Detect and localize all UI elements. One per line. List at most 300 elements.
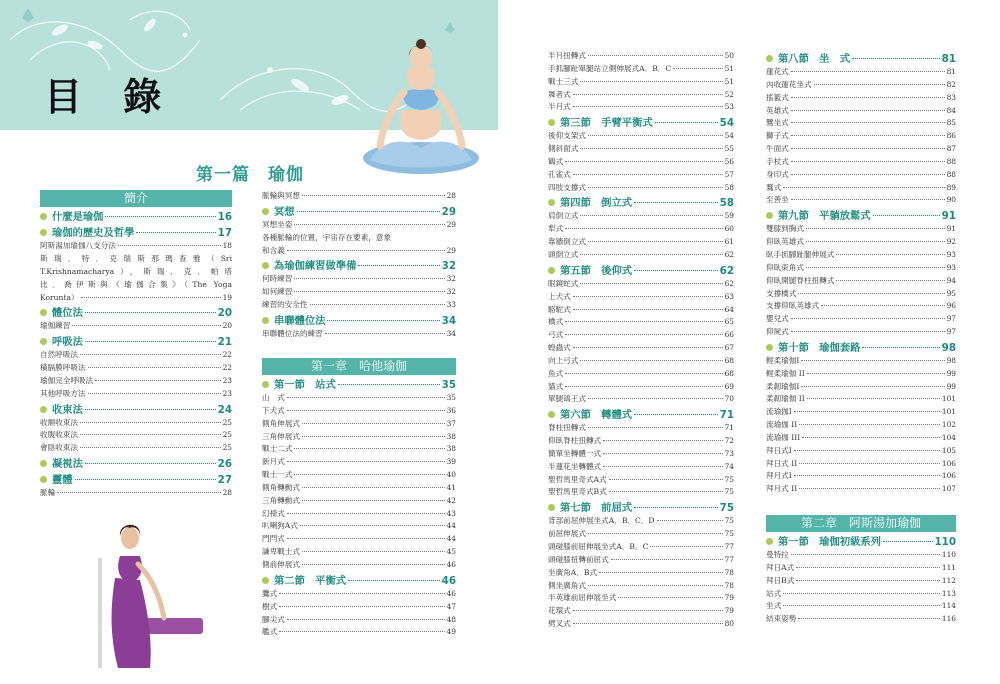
toc-paragraph-line: T.Krishnamacharya），斯瑞．克．帕塔	[40, 266, 232, 276]
toc-page-number: 85	[946, 118, 956, 128]
toc-section-heading[interactable]	[548, 265, 734, 278]
toc-entry-title: 第一節 瑜伽初級系列	[778, 536, 881, 548]
dot-leader	[573, 296, 723, 297]
toc-page-number: 19	[222, 292, 232, 302]
bullet-dot-icon	[40, 476, 47, 483]
toc-paragraph-line: 斯瑞．特．克瑞斯那瑪查雅（Sri	[40, 253, 232, 263]
toc-entry-title: 聖哲馬里奇式B式	[548, 487, 607, 497]
dot-leader	[118, 245, 221, 246]
dot-leader	[279, 606, 444, 607]
toc-entry-title: 英雄式	[766, 105, 789, 115]
toc-entry-title: 靠牆倒立式	[548, 237, 586, 247]
toc-entry-title: 側坐廣角式	[548, 580, 586, 590]
dot-leader	[287, 397, 445, 398]
toc-page-number: 53	[724, 102, 734, 112]
toc-entry[interactable]	[262, 520, 456, 533]
dot-leader	[136, 232, 215, 233]
dot-leader	[588, 55, 723, 56]
toc-entry[interactable]	[548, 89, 734, 102]
dot-leader	[358, 265, 439, 266]
toc-page-number: 80	[724, 619, 734, 629]
dot-leader	[657, 520, 723, 521]
toc-page-number: 68	[724, 368, 734, 378]
toc-page-number: 44	[446, 534, 456, 544]
toc-entry[interactable]	[548, 605, 734, 618]
toc-entry[interactable]	[548, 316, 734, 329]
toc-page-number: 70	[724, 394, 734, 404]
dot-leader	[603, 440, 722, 441]
toc-entry-title: 仰臥束角式	[766, 262, 804, 272]
toc-entry[interactable]	[262, 601, 456, 614]
dot-leader	[88, 367, 221, 368]
toc-entry[interactable]	[40, 362, 232, 375]
toc-page-number: 18	[222, 241, 232, 250]
toc-entry[interactable]	[262, 495, 456, 508]
dot-leader	[85, 409, 216, 410]
toc-entry[interactable]	[548, 50, 734, 63]
toc-entry[interactable]	[262, 286, 456, 299]
dot-leader	[821, 305, 944, 306]
toc-entry[interactable]	[548, 101, 734, 114]
toc-entry-title: 流瑜伽I	[766, 407, 792, 417]
toc-entry-title: 頭碰膝扭轉前屈式	[548, 554, 609, 564]
dot-leader	[673, 68, 722, 69]
toc-entry[interactable]	[548, 474, 734, 487]
toc-entry[interactable]	[766, 406, 956, 419]
dot-leader	[806, 241, 945, 242]
toc-entry[interactable]	[262, 443, 456, 456]
toc-entry[interactable]	[548, 567, 734, 580]
dot-leader	[796, 580, 940, 581]
toc-page-number: 61	[724, 237, 734, 247]
toc-section-heading[interactable]	[766, 53, 956, 66]
toc-section-heading[interactable]	[548, 502, 734, 515]
toc-entry[interactable]	[766, 105, 956, 118]
dot-leader	[573, 610, 723, 611]
toc-entry[interactable]	[262, 328, 456, 341]
toc-page-number: 93	[946, 249, 956, 259]
dot-leader	[650, 546, 722, 547]
toc-entry[interactable]	[548, 236, 734, 249]
toc-entry[interactable]	[548, 130, 734, 143]
toc-page-number: 22	[222, 363, 232, 373]
toc-entry-title: 臥手抓腳趾腿伸展式	[766, 249, 835, 259]
dot-leader	[75, 479, 216, 480]
toc-entry[interactable]	[262, 588, 456, 601]
toc-page-number: 97	[946, 327, 956, 337]
toc-entry-title: 拜月式I	[766, 471, 792, 481]
toc-entry[interactable]	[40, 349, 232, 362]
dot-leader	[310, 304, 445, 305]
dot-leader	[302, 423, 445, 424]
toc-entry-title: 貓式	[548, 381, 564, 391]
toc-entry[interactable]	[548, 448, 734, 461]
toc-page-number: 86	[946, 131, 956, 141]
toc-entry[interactable]	[262, 614, 456, 627]
toc-entry[interactable]	[262, 469, 456, 482]
toc-page-number: 28	[222, 488, 232, 498]
toc-entry-title: 瑜伽的歷史及哲學	[52, 227, 135, 239]
toc-entry-title: 頭倒立式	[548, 249, 579, 259]
toc-entry[interactable]	[548, 554, 734, 567]
toc-entry[interactable]	[262, 219, 456, 232]
dot-leader	[798, 293, 944, 294]
dot-leader	[791, 318, 945, 319]
toc-page-number: 88	[946, 169, 956, 179]
toc-entry[interactable]	[766, 445, 956, 458]
toc-entry[interactable]	[766, 275, 956, 288]
dot-leader	[80, 354, 221, 355]
dot-leader	[287, 538, 445, 539]
toc-entry-title: 冥想	[274, 205, 295, 218]
toc-page-number: 82	[946, 79, 956, 89]
toc-entry[interactable]	[766, 156, 956, 169]
toc-entry[interactable]	[40, 429, 232, 442]
toc-page-number: 64	[724, 304, 734, 314]
toc-entry[interactable]	[548, 143, 734, 156]
dot-leader	[565, 373, 722, 374]
toc-entry[interactable]	[548, 63, 734, 76]
toc-entry[interactable]	[548, 210, 734, 223]
toc-entry[interactable]	[766, 288, 956, 301]
toc-page-number: 98	[941, 341, 956, 354]
toc-entry[interactable]	[766, 549, 956, 562]
toc-section-heading[interactable]	[40, 474, 232, 487]
toc-section-heading[interactable]	[262, 379, 456, 392]
toc-section-heading[interactable]	[40, 307, 232, 320]
toc-entry[interactable]	[548, 580, 734, 593]
toc-entry[interactable]	[766, 313, 956, 326]
toc-entry[interactable]	[548, 618, 734, 631]
toc-entry[interactable]	[40, 320, 232, 333]
toc-entry-title: 鶴式	[548, 156, 564, 166]
toc-entry[interactable]	[548, 541, 734, 554]
dot-leader	[801, 386, 944, 387]
toc-entry[interactable]	[262, 245, 456, 258]
toc-entry[interactable]	[766, 470, 956, 483]
dot-leader	[588, 533, 723, 534]
toc-entry-title: 柔韌瑜伽 II	[766, 394, 805, 404]
dot-leader	[81, 297, 221, 298]
toc-entry[interactable]	[262, 431, 456, 444]
toc-entry-title: 收束法	[52, 403, 83, 416]
dot-leader	[57, 492, 220, 493]
toc-entry[interactable]	[548, 329, 734, 342]
toc-entry[interactable]	[548, 156, 734, 169]
toc-entry[interactable]	[548, 461, 734, 474]
dot-leader	[655, 122, 718, 123]
toc-entry[interactable]	[548, 304, 734, 317]
dot-leader	[801, 360, 944, 361]
dot-leader	[588, 585, 723, 586]
toc-entry[interactable]	[262, 273, 456, 286]
toc-page-number: 75	[724, 516, 734, 526]
toc-page-number: 20	[217, 307, 232, 320]
toc-entry[interactable]	[766, 143, 956, 156]
toc-entry[interactable]	[548, 278, 734, 291]
toc-page-number: 46	[446, 559, 456, 569]
toc-page-number: 49	[446, 627, 456, 637]
toc-entry[interactable]	[40, 487, 232, 500]
toc-page-number: 60	[724, 224, 734, 234]
toc-page-number: 21	[217, 336, 232, 349]
toc-page-number: 101	[941, 407, 956, 417]
dot-leader	[580, 148, 722, 149]
toc-entry[interactable]	[766, 432, 956, 445]
toc-entry[interactable]	[766, 588, 956, 601]
toc-entry[interactable]	[548, 249, 734, 262]
toc-page-number: 56	[724, 156, 734, 166]
toc-entry[interactable]	[766, 262, 956, 275]
bullet-dot-icon	[548, 411, 555, 418]
toc-entry[interactable]	[548, 223, 734, 236]
toc-entry[interactable]	[766, 249, 956, 262]
toc-entry-title: 花環式	[548, 606, 571, 616]
toc-entry-title: 肩倒立式	[548, 211, 579, 221]
toc-entry-title: 收腹收束法	[40, 430, 78, 440]
toc-entry-title: 為瑜伽練習做準備	[274, 260, 357, 273]
toc-entry[interactable]	[766, 562, 956, 575]
dot-leader	[634, 507, 718, 508]
toc-section-heading[interactable]	[766, 342, 956, 355]
toc-column-2-bottom	[262, 358, 456, 639]
sitting-woman-illustration	[90, 518, 205, 678]
toc-column-4-top	[766, 50, 956, 496]
toc-entry[interactable]	[548, 169, 734, 182]
toc-entry[interactable]	[766, 66, 956, 79]
toc-entry-title: 仰屍式	[766, 327, 789, 337]
toc-entry[interactable]	[262, 418, 456, 431]
toc-entry-title: 橫膈膜呼吸法	[40, 363, 86, 373]
bullet-dot-icon	[262, 208, 269, 215]
toc-entry[interactable]	[548, 592, 734, 605]
toc-entry[interactable]	[262, 299, 456, 312]
toc-entry-title: 呼吸法	[52, 336, 83, 349]
toc-entry[interactable]	[766, 223, 956, 236]
dot-leader	[852, 58, 940, 59]
bullet-dot-icon	[262, 317, 269, 324]
toc-entry-title: 門閂式	[262, 534, 285, 544]
dot-leader	[609, 491, 723, 492]
toc-entry-title: 半月扭轉式	[548, 51, 586, 60]
toc-entry-title: 山 式	[262, 393, 285, 402]
toc-entry[interactable]	[40, 442, 232, 455]
toc-entry[interactable]	[766, 575, 956, 588]
toc-entry[interactable]	[766, 326, 956, 339]
toc-column-2-top	[262, 190, 456, 341]
toc-section-heading[interactable]	[262, 206, 456, 219]
toc-entry[interactable]	[766, 236, 956, 249]
toc-entry[interactable]	[262, 405, 456, 418]
toc-entry[interactable]	[766, 194, 956, 207]
toc-entry-title: 仰臥開腿脊柱扭轉式	[766, 275, 835, 285]
toc-entry[interactable]	[548, 435, 734, 448]
toc-entry[interactable]	[548, 486, 734, 499]
toc-entry-title: 拜日A式	[766, 562, 795, 572]
bullet-dot-icon	[40, 406, 47, 413]
toc-page-number: 23	[222, 388, 232, 398]
toc-entry-title: 橋式	[548, 317, 564, 327]
dot-leader	[791, 71, 945, 72]
toc-page-number: 29	[446, 219, 456, 229]
toc-page-number: 92	[946, 237, 956, 247]
toc-entry-title: 手杖式	[766, 156, 789, 166]
toc-entry-title: 三角伸展式	[262, 431, 300, 441]
toc-entry[interactable]	[766, 355, 956, 368]
toc-section-heading[interactable]	[766, 536, 956, 549]
toc-entry-title: 第六節 轉體式	[560, 409, 633, 422]
toc-entry-title: 第一節 站式	[274, 379, 336, 391]
dot-leader	[783, 593, 940, 594]
toc-section-heading[interactable]	[766, 210, 956, 223]
toc-entry[interactable]	[766, 613, 956, 626]
toc-entry[interactable]	[262, 392, 456, 405]
toc-section-heading[interactable]	[548, 197, 734, 210]
dot-leader	[798, 618, 940, 619]
toc-entry-title: 半英雄前屈伸展坐式	[548, 593, 617, 603]
toc-page-number: 88	[946, 156, 956, 166]
toc-entry[interactable]	[262, 533, 456, 546]
toc-page-number: 94	[946, 275, 956, 285]
toc-entry[interactable]	[766, 92, 956, 105]
toc-entry[interactable]	[766, 130, 956, 143]
toc-entry[interactable]	[766, 182, 956, 195]
toc-page-number: 71	[724, 423, 734, 433]
toc-entry[interactable]	[40, 388, 232, 401]
toc-entry-title: 結束姿勢	[766, 614, 797, 624]
toc-entry[interactable]	[548, 528, 734, 541]
toc-entry[interactable]	[766, 117, 956, 130]
toc-section-heading[interactable]	[40, 336, 232, 349]
toc-entry-title: 第十節 瑜伽套路	[778, 341, 861, 354]
dot-leader	[603, 453, 722, 454]
toc-section-heading[interactable]	[548, 409, 734, 422]
toc-entry[interactable]	[766, 458, 956, 471]
toc-entry[interactable]	[40, 417, 232, 430]
toc-page-number: 78	[724, 580, 734, 590]
toc-entry[interactable]	[548, 291, 734, 304]
toc-column-4-bottom	[766, 515, 956, 626]
toc-page-number: 27	[217, 474, 232, 487]
dot-leader	[588, 427, 723, 428]
toc-entry[interactable]	[548, 422, 734, 435]
toc-entry[interactable]	[262, 232, 456, 245]
dot-leader	[634, 270, 718, 271]
toc-entry[interactable]	[548, 355, 734, 368]
toc-entry[interactable]	[262, 482, 456, 495]
dot-leader	[85, 312, 216, 313]
toc-entry-title: 流瑜伽 III	[766, 432, 801, 442]
toc-entry[interactable]	[40, 375, 232, 388]
toc-page-number: 79	[724, 606, 734, 616]
dot-leader	[588, 187, 723, 188]
toc-page-number: 39	[446, 457, 456, 467]
dot-leader	[783, 605, 940, 606]
toc-entry[interactable]	[766, 381, 956, 394]
toc-entry[interactable]	[548, 342, 734, 355]
toc-section-heading[interactable]	[262, 315, 456, 328]
toc-section-heading[interactable]	[40, 458, 232, 471]
toc-entry[interactable]	[262, 559, 456, 572]
toc-section-heading[interactable]	[262, 575, 456, 588]
toc-entry[interactable]	[40, 292, 232, 305]
toc-entry-title: 簡單坐轉體一式	[548, 448, 602, 458]
toc-entry-title: 鷺坐式	[766, 118, 789, 128]
toc-section-heading[interactable]	[262, 260, 456, 273]
toc-entry[interactable]	[40, 240, 232, 253]
toc-entry-title: 腳尖式	[262, 614, 285, 624]
toc-entry-title: 其他呼吸方法	[40, 388, 86, 398]
chapter-banner: 第一章 哈他瑜伽	[262, 358, 456, 375]
dot-leader	[807, 398, 940, 399]
toc-page-number: 93	[946, 262, 956, 272]
toc-entry[interactable]	[766, 169, 956, 182]
dot-leader	[85, 463, 216, 464]
toc-section-heading[interactable]	[40, 227, 232, 240]
toc-entry[interactable]	[766, 600, 956, 613]
toc-entry[interactable]	[766, 483, 956, 496]
toc-entry-title: 雙膝到胸式	[766, 224, 804, 234]
toc-page-number: 62	[724, 278, 734, 288]
toc-entry[interactable]	[262, 546, 456, 559]
toc-page-number: 91	[946, 224, 956, 234]
dot-leader	[80, 422, 221, 423]
toc-page-number: 72	[724, 436, 734, 446]
toc-entry-title: 各種脈輪的位置，宇宙存在要素，意象	[262, 232, 392, 242]
toc-entry-title: 第八節 坐 式	[778, 53, 851, 65]
toc-page-number: 107	[941, 484, 956, 494]
toc-page-number: 110	[934, 536, 956, 548]
toc-entry[interactable]	[548, 515, 734, 528]
toc-entry[interactable]	[548, 182, 734, 195]
toc-entry[interactable]	[766, 419, 956, 432]
toc-entry[interactable]	[766, 368, 956, 381]
dot-leader	[791, 148, 945, 149]
dot-leader	[287, 250, 445, 251]
toc-entry-title: 輕柔瑜伽I	[766, 355, 800, 365]
toc-entry-title: 支撐仰臥英雄式	[766, 301, 820, 311]
toc-section-heading[interactable]	[548, 117, 734, 130]
toc-entry[interactable]	[548, 381, 734, 394]
toc-page-number: 75	[724, 474, 734, 484]
toc-page-number: 65	[724, 317, 734, 327]
toc-entry[interactable]	[766, 393, 956, 406]
dot-leader	[836, 280, 944, 281]
toc-page-number: 77	[724, 542, 734, 551]
toc-entry-title: 向上弓式	[548, 355, 579, 365]
dot-leader	[791, 97, 945, 98]
toc-page-number: 75	[724, 487, 734, 497]
toc-entry[interactable]	[262, 456, 456, 469]
dot-leader	[794, 475, 940, 476]
toc-entry[interactable]	[262, 190, 456, 203]
toc-entry[interactable]	[548, 368, 734, 381]
toc-entry[interactable]	[766, 79, 956, 92]
toc-section-heading[interactable]	[40, 211, 232, 224]
toc-entry[interactable]	[548, 76, 734, 89]
toc-entry[interactable]	[548, 393, 734, 406]
toc-section-heading[interactable]	[40, 404, 232, 417]
dot-leader	[794, 411, 940, 412]
toc-entry[interactable]	[262, 626, 456, 639]
toc-page-number: 25	[222, 430, 232, 440]
bullet-dot-icon	[262, 577, 269, 584]
toc-entry[interactable]	[262, 508, 456, 521]
toc-page-number: 89	[946, 182, 956, 192]
toc-entry[interactable]	[766, 300, 956, 313]
dot-leader	[297, 211, 440, 212]
toc-page-number: 50	[724, 51, 734, 60]
